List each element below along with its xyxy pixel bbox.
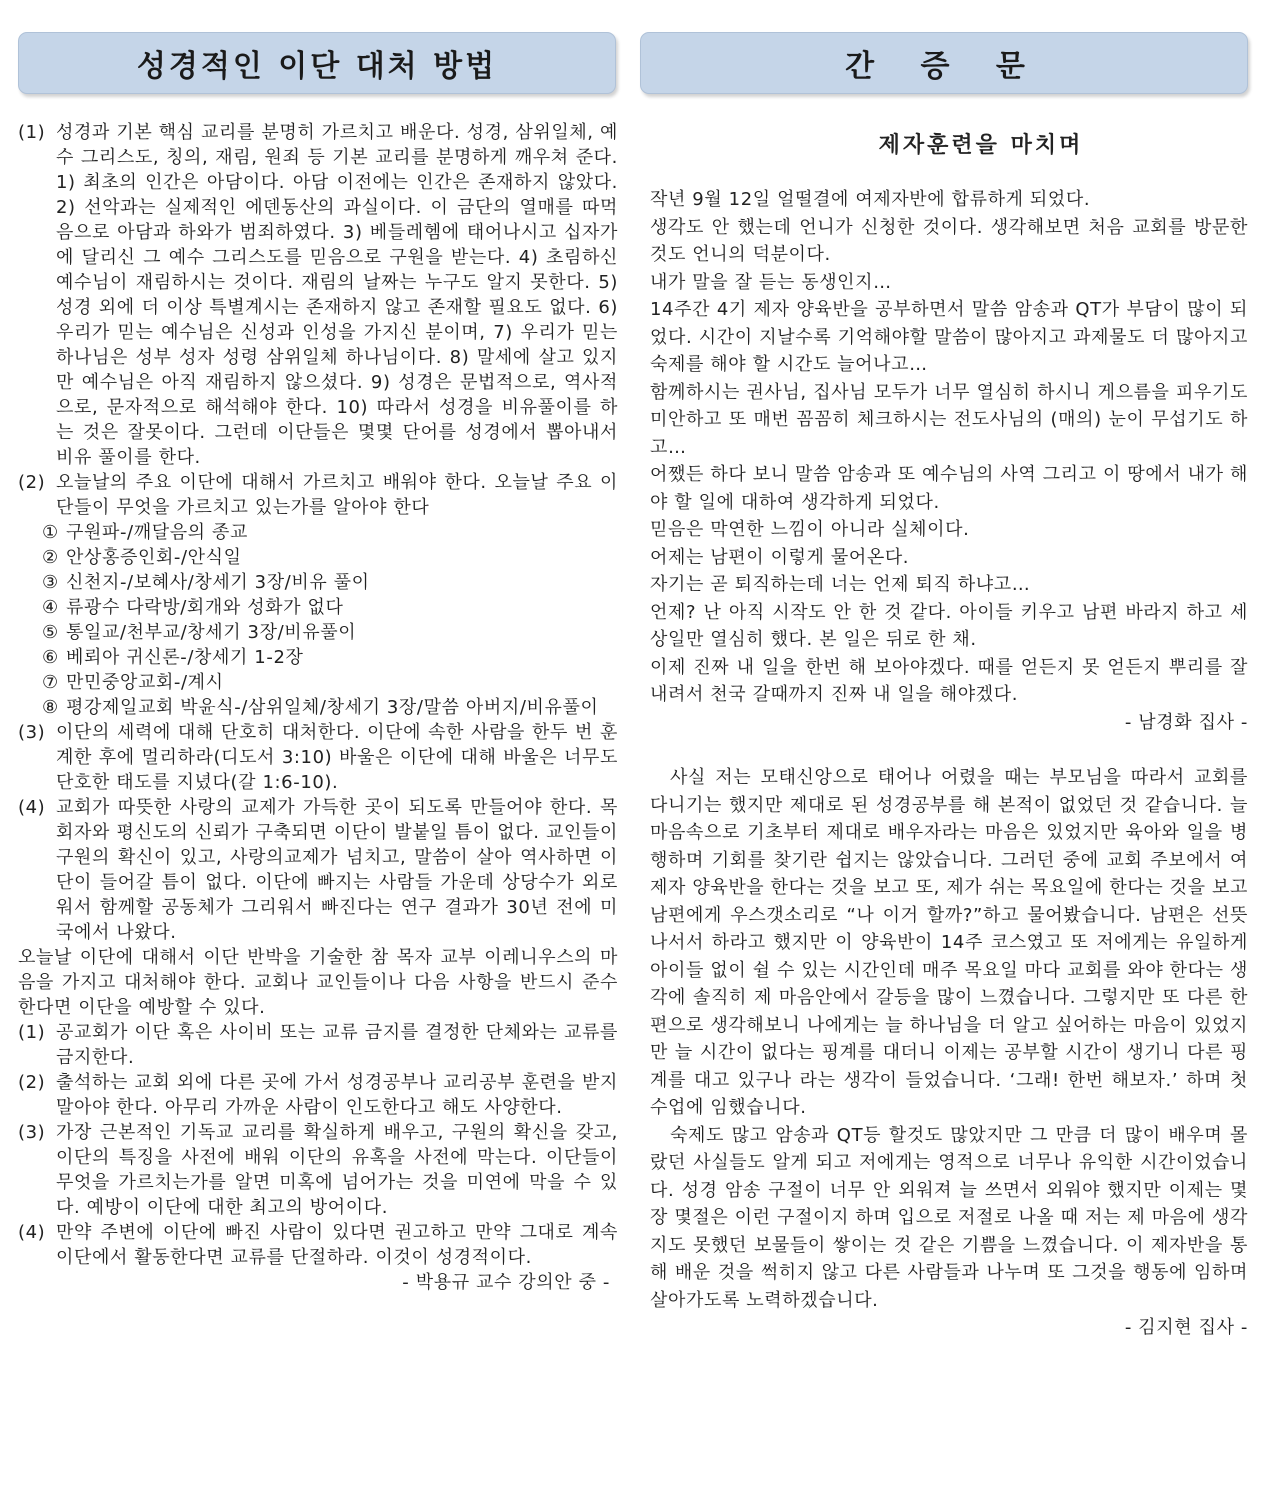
testimony-line: 이제 진짜 내 일을 한번 해 보아야겠다. 때를 얻든지 못 얻든지 뿌리를 잘 내려서 천국 갈때까지 진짜 내 일을 해야겠다. xyxy=(650,656,1248,705)
heresy-list-item xyxy=(18,520,618,545)
testimony-line: 어쨌든 하다 보니 말씀 암송과 또 예수님의 사역 그리고 이 땅에서 내가 해야 할 일에 대하여 생각하게 되었다. xyxy=(650,464,1248,513)
left-section-header: 성경적인 이단 대처 방법 xyxy=(18,32,616,94)
heresy-text: 통일교/천부교/창세기 3장/비유풀이 xyxy=(66,622,357,643)
lecture-source-signature: - 박용규 교수 강의안 중 - xyxy=(402,1272,610,1293)
heresy-list-item xyxy=(18,570,618,595)
heresy-list-item xyxy=(18,545,618,570)
heresy-list-item xyxy=(18,670,618,695)
item-text: 출석하는 교회 외에 다른 곳에 가서 성경공부나 교리공부 훈련을 받지 말아야 한다. 아무리 가까운 사람이 인도한다고 해도 사양한다. xyxy=(56,1072,618,1118)
list-item xyxy=(18,1120,618,1220)
testimony-line: 언제? 난 아직 시작도 안 한 것 같다. 아이들 키우고 남편 바라지 하고 세상일만 열심히 했다. 본 일은 뒤로 한 채. xyxy=(650,601,1248,650)
list-item xyxy=(18,1070,618,1120)
item-text: 이단의 세력에 대해 단호히 대처한다. 이단에 속한 사람을 한두 번 훈계한 후에 멀리하라(디도서 3:10) 바울은 이단에 대해 바울은 너무도 단호한 태도를 지녔다(갈 1:6-10). xyxy=(56,722,618,793)
list-item xyxy=(18,470,618,520)
testimony-paragraph: 사실 저는 모태신앙으로 태어나 어렸을 때는 부모님을 따라서 교회를 다니기는 했지만 제대로 된 성경공부를 해 본적이 없었던 것 같습니다. 늘 마음속으로 기초부터 제대로 배우자라는 마음은 있었지만 육아와 일을 병행하며 기회를 찾기란 쉽지는 않았습니다. 그러던 중에 교회 주보에서 여제자 양육반을 한다는 것을 보고 또, 제가 쉬는 목요일에 한다는 것을 보고 남편에게 우스갯소리로 “나 이거 할까?”하고 물어봤습니다. 남편은 선뜻 나서서 하라고 했지만 이 양육반이 14주 코스였고 또 저에게는 유일하게 아이들 없이 쉴 수 있는 시간인데 매주 목요일 마다 교회를 와야 한다는 생각에 솔직히 제 마음안에서 갈등을 많이 느꼈습니다. 그렇지만 또 다른 한편으로 생각해보니 나에게는 늘 하나님을 더 알고 싶어하는 마음이 있었지만 늘 시간이 없다는 핑계를 대더니 이제는 공부할 시간이 생기니 다른 핑계를 대고 있구나 라는 생각이 들었습니다. ‘그래! 한번 해보자.’ 하며 첫 수업에 임했습니다. xyxy=(650,767,1248,1118)
item-number: (3) xyxy=(18,1122,46,1143)
circled-number: ④ xyxy=(42,597,59,618)
testimony-line: 내가 말을 잘 듣는 동생인지… xyxy=(650,271,892,293)
circled-number: ⑥ xyxy=(42,647,59,668)
circled-number: ② xyxy=(42,547,59,568)
testimony-line: 어제는 남편이 이렇게 물어온다. xyxy=(650,546,910,568)
item-number: (4) xyxy=(18,797,46,818)
heresy-text: 안상홍증인회-/안식일 xyxy=(66,547,242,568)
circled-number: ③ xyxy=(42,572,59,593)
heresy-text: 평강제일교회 박윤식-/삼위일체/창세기 3장/말씀 아버지/비유풀이 xyxy=(66,697,599,718)
testimony-line: 믿음은 막연한 느낌이 아니라 실체이다. xyxy=(650,519,970,540)
heresy-text: 류광수 다락방/회개와 성화가 없다 xyxy=(66,597,344,618)
heresy-text: 만민중앙교회-/계시 xyxy=(66,672,224,693)
item-text: 교회가 따뜻한 사랑의 교제가 가득한 곳이 되도록 만들어야 한다. 목회자와 평신도의 신뢰가 구축되면 이단이 발붙일 틈이 없다. 교인들이 구원의 확신이 있고, 사랑의교제가 넘치고, 말씀이 살아 역사하면 이단이 들어갈 틈이 없다. 이단에 빠지는 사람들 가운데 상당수가 외로워서 함께할 공동체가 그리워서 빠진다는 연구 결과가 30년 전에 미국에서 나왔다. xyxy=(56,797,618,943)
heresy-list-item xyxy=(18,620,618,645)
testimony-title: 제자훈련을 마치며 xyxy=(878,133,1084,158)
heresy-text: 구원파-/깨달음의 종교 xyxy=(66,522,248,543)
testimony-line: 생각도 안 했는데 언니가 신청한 것이다. 생각해보면 처음 교회를 방문한 것도 언니의 덕분이다. xyxy=(650,216,1248,265)
circled-number: ⑦ xyxy=(42,672,59,693)
prevention-paragraph: 오늘날 이단에 대해서 이단 반박을 기술한 참 목자 교부 이레니우스의 마음을 가지고 대처해야 한다. 교회나 교인들이나 다음 사항을 반드시 준수한다면 이단을 예방할 수 있다. xyxy=(18,947,618,1018)
item-text: 만약 주변에 이단에 빠진 사람이 있다면 권고하고 만약 그대로 계속 이단에서 활동한다면 교류를 단절하라. 이것이 성경적이다. xyxy=(56,1222,618,1268)
left-article-body xyxy=(18,120,618,1295)
item-number: (1) xyxy=(18,1022,46,1043)
circled-number: ⑧ xyxy=(42,697,59,718)
item-number: (2) xyxy=(18,1072,46,1093)
section-spacer xyxy=(650,736,1248,764)
heresy-list-item xyxy=(18,695,618,720)
testimony-line: 작년 9월 12일 얼떨결에 여제자반에 합류하게 되었다. xyxy=(650,189,1091,210)
item-text: 가장 근본적인 기독교 교리를 확실하게 배우고, 구원의 확신을 갖고, 이단의 특징을 사전에 배워 이단의 유혹을 사전에 막는다. 이단들이 무엇을 가르치는가를 알면 미혹에 넘어가는 것을 미연에 막을 수 있다. 예방이 이단에 대한 최고의 방어이다. xyxy=(56,1122,618,1218)
heresy-list-item xyxy=(18,645,618,670)
item-number: (4) xyxy=(18,1222,46,1243)
right-section-header: 간 증 문 xyxy=(640,32,1248,94)
testimony-line: 자기는 곧 퇴직하는데 너는 언제 퇴직 하냐고… xyxy=(650,574,1031,595)
item-number: (1) xyxy=(18,122,46,143)
testimony-line: 함께하시는 권사님, 집사님 모두가 너무 열심히 하시니 게으름을 피우기도 미안하고 또 매번 꼼꼼히 체크하시는 전도사님의 (매의) 눈이 무섭기도 하고… xyxy=(650,381,1248,458)
list-item xyxy=(18,720,618,795)
item-text: 오늘날의 주요 이단에 대해서 가르치고 배워야 한다. 오늘날 주요 이단들이 무엇을 가르치고 있는가를 알아야 한다 xyxy=(56,472,618,518)
testimony-paragraph: 숙제도 많고 암송과 QT등 할것도 많았지만 그 만큼 더 많이 배우며 몰랐던 사실들도 알게 되고 저에게는 영적으로 너무나 유익한 시간이었습니다. 성경 암송 구절이 너무 안 외워져 늘 쓰면서 외워야 했지만 이제는 몇장 몇절은 이런 구절이지 하며 입으로 저절로 나올 때 저는 제 마음에 생각지도 못했던 보물들이 쌓이는 것 같은 기쁨을 느꼈습니다. 이 제자반을 통해 배운 것을 썩히지 않고 다른 사람들과 나누며 또 그것을 행동에 임하며 살아가도록 노력하겠습니다. xyxy=(650,1124,1248,1311)
item-number: (2) xyxy=(18,472,46,493)
item-text: 공교회가 이단 혹은 사이비 또는 교류 금지를 결정한 단체와는 교류를 금지한다. xyxy=(56,1022,618,1068)
list-item xyxy=(18,795,618,945)
testimony-body xyxy=(650,186,1248,1342)
heresy-list-item xyxy=(18,595,618,620)
list-item xyxy=(18,1020,618,1070)
heresy-text: 베뢰아 귀신론-/창세기 1-2장 xyxy=(66,647,304,668)
list-item xyxy=(18,120,618,470)
circled-number: ⑤ xyxy=(42,622,59,643)
testimony-signature: - 남경화 집사 - xyxy=(1124,711,1248,733)
item-number: (3) xyxy=(18,722,46,743)
testimony-signature: - 김지현 집사 - xyxy=(1124,1317,1248,1338)
list-item xyxy=(18,1220,618,1270)
heresy-text: 신천지-/보혜사/창세기 3장/비유 풀이 xyxy=(66,572,370,593)
circled-number: ① xyxy=(42,522,59,543)
item-text: 성경과 기본 핵심 교리를 분명히 가르치고 배운다. 성경, 삼위일체, 예수 그리스도, 칭의, 재림, 원죄 등 기본 교리를 분명하게 깨우쳐 준다. 1) 최초의 인간은 아담이다. 아담 이전에는 인간은 존재하지 않았다. 2) 선악과는 실제적인 에덴동산의 과실이다. 이 금단의 열매를 따먹음으로 아담과 하와가 범죄하였다. 3) 베들레헴에 태어나시고 십자가에 달리신 그 예수 그리스도를 믿음으로 구원을 받는다. 4) 초림하신 예수님이 재림하시는 것이다. 재림의 날짜는 누구도 알지 못한다. 5) 성경 외에 더 이상 특별계시는 존재하지 않고 존재할 필요도 없다. 6) 우리가 믿는 예수님은 신성과 인성을 가지신 분이며, 7) 우리가 믿는 하나님은 성부 성자 성령 삼위일체 하나님이다. 8) 말세에 살고 있지만 예수님은 아직 재림하지 않으셨다. 9) 성경은 문법적으로, 역사적으로, 문자적으로 해석해야 한다. 10) 따라서 성경을 비유풀이를 하는 것은 잘못이다. 그런데 이단들은 몇몇 단어를 성경에서 뽑아내서 비유 풀이를 한다. xyxy=(56,122,618,468)
testimony-line: 14주간 4기 제자 양육반을 공부하면서 말씀 암송과 QT가 부담이 많이 되었다. 시간이 지날수록 기억해야할 말씀이 많아지고 과제물도 더 많아지고 숙제를 해야 할 시간도 늘어나고… xyxy=(650,299,1248,375)
